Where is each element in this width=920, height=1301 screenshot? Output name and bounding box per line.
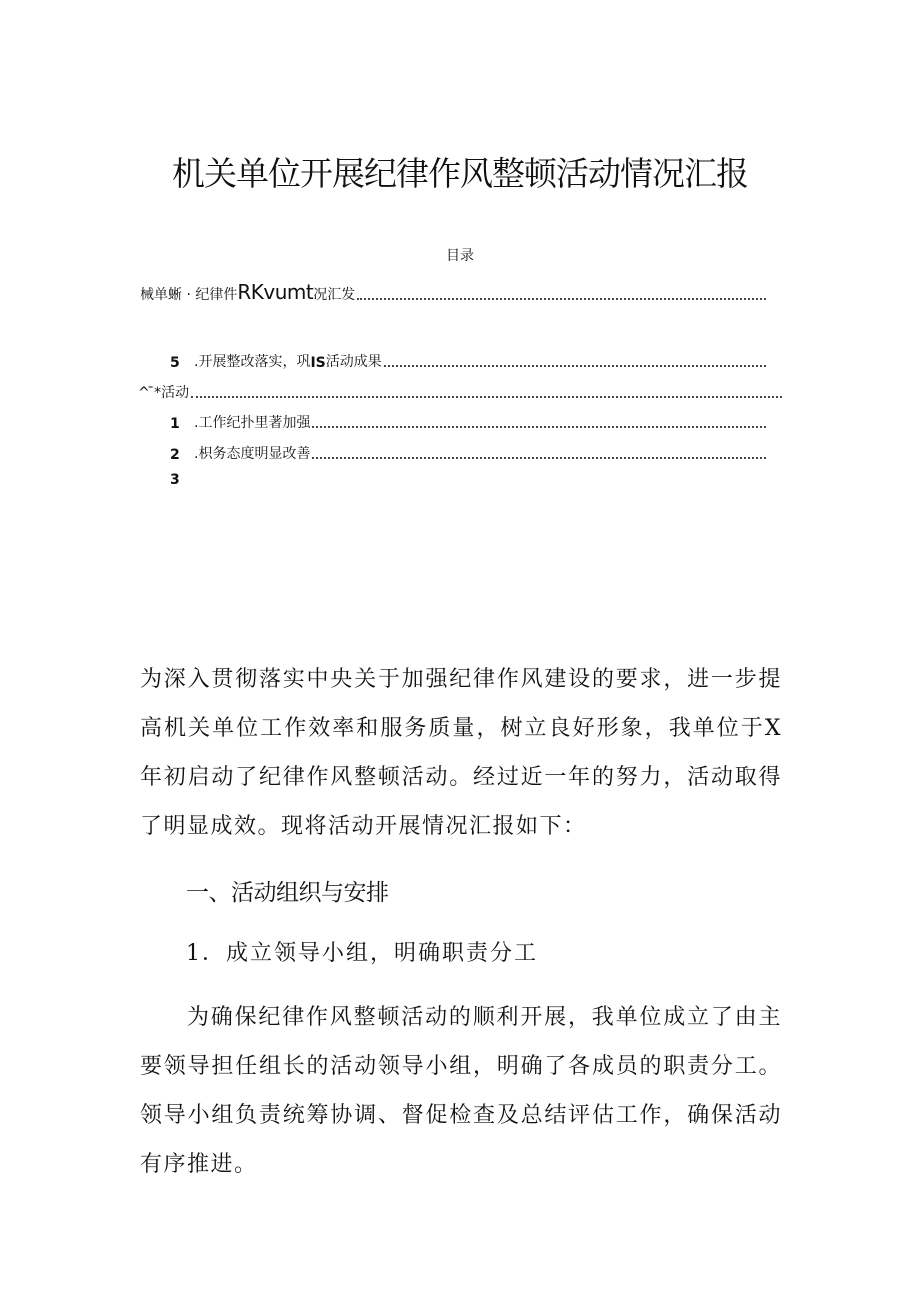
toc-entry-text: .开展整改落实，巩 <box>194 354 311 370</box>
toc-entry-text-tail: 况汇发 <box>313 287 356 303</box>
toc-entry-number: 5 <box>170 355 180 371</box>
toc-entry[interactable] <box>140 284 766 304</box>
toc-entry-text-large: RKvumt <box>237 284 314 304</box>
toc-entry-text: .工作纪扑里著加强 <box>194 415 311 431</box>
intro-paragraph: 为深入贯彻落实中央关于加强纪律作风建设的要求，进一步提高机关单位工作效率和服务质量，树立良好形象，我单位于X年初启动了纪律作风整顿活动。经过近一年的努力，活动取得了明显成效。现将活动开展情况汇报如下： <box>140 667 782 839</box>
toc-entry-text: 械单蜥 · 纪律件 <box>140 287 238 303</box>
body-paragraph: 为确保纪律作风整顿活动的顺利开展，我单位成立了由主要领导担任组长的活动领导小组，明确了各成员的职责分工。领导小组负责统筹协调、督促检查及总结评估工作，确保活动有序推进。 <box>140 1005 782 1177</box>
subsection-heading: 1．成立领导小组，明确职责分工 <box>186 941 538 966</box>
toc-entry-text: .枳务态度明显改善 <box>194 446 311 462</box>
section-heading: 一、活动组织与安排 <box>186 880 389 906</box>
toc-entry-text: ^ ̄*活动 <box>138 385 190 401</box>
toc-leader-dots <box>191 396 782 398</box>
toc-entry[interactable] <box>170 351 766 371</box>
toc-leader-dots <box>384 365 766 367</box>
toc-entry-text-bold: IS <box>310 355 326 371</box>
toc-leader-dots <box>312 426 766 428</box>
toc-entry-number: 2 <box>170 447 180 463</box>
toc-entry-number: 1 <box>170 416 180 432</box>
toc-leader-dots <box>357 298 766 300</box>
toc-entry-number: 3 <box>170 472 180 488</box>
toc-entry-text-tail: 活动成果 <box>325 354 382 370</box>
document-title: 机关单位开展纪律作风整顿活动情况汇报 <box>172 154 748 193</box>
toc-entry[interactable] <box>138 382 782 402</box>
toc-heading: 目录 <box>446 248 474 264</box>
toc-leader-dots <box>312 457 766 459</box>
toc-entry[interactable] <box>170 412 766 432</box>
toc-entry[interactable] <box>170 443 766 463</box>
